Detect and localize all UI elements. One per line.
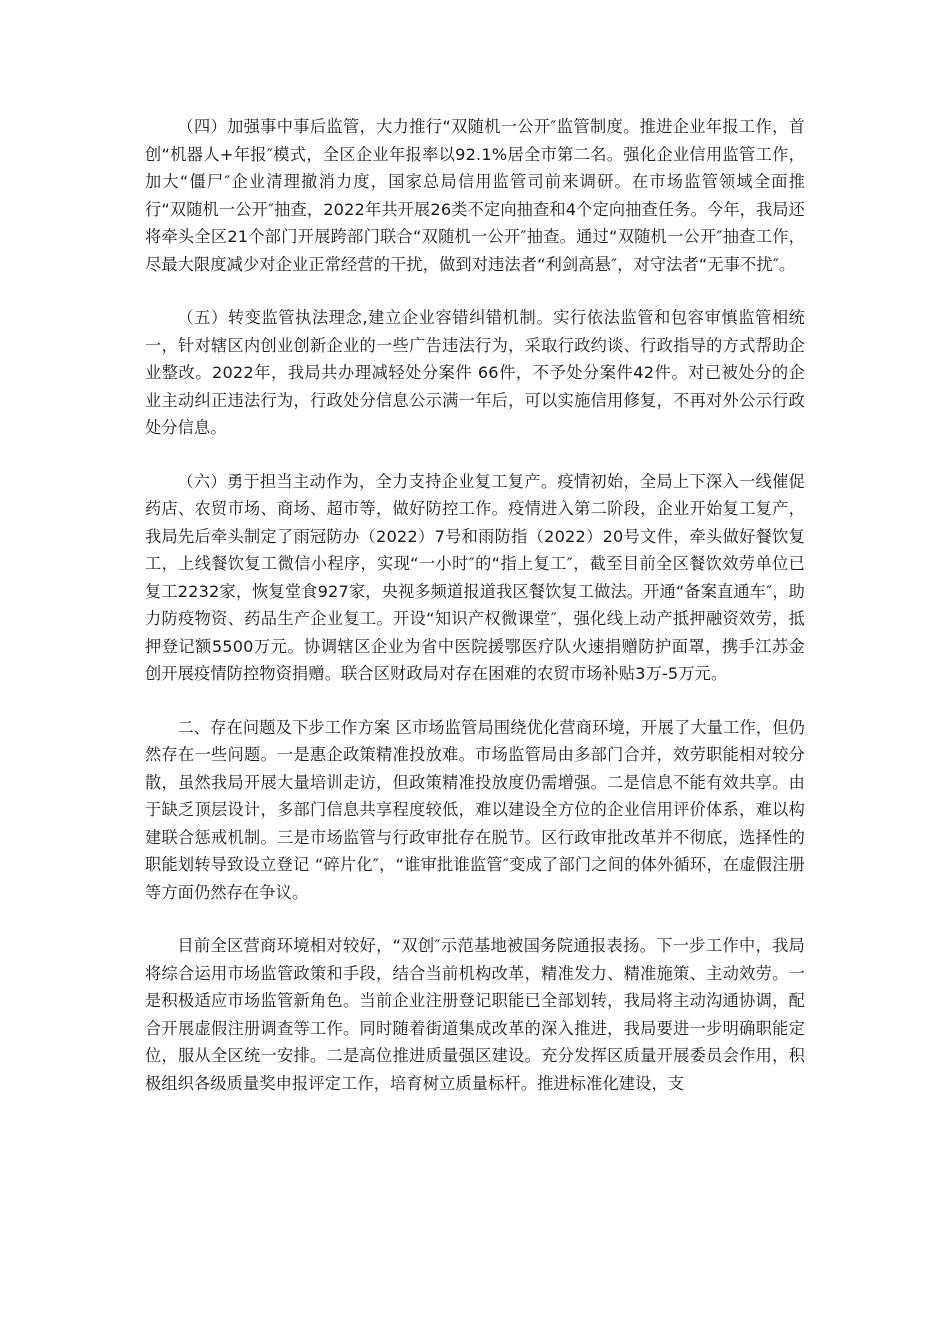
paragraph-enforcement: （五）转变监管执法理念,建立企业容错纠错机制。实行依法监管和包容审慎监管相统一，针对辖区内创业创新企业的一些广告违法行为，采取行政约谈、行政指导的方式帮助企业整改。2022年，我局共办理减轻处分案件 66件，不予处分案件42件。对已被处分的企业主动纠正违法行为，行政处分信息公示满一年后，可以实施信用修复，不再对外公示行政处分信息。	[145, 308, 805, 437]
paragraph-next-steps: 目前全区营商环境相对较好，“双创″示范基地被国务院通报表扬。下一步工作中，我局将综合运用市场监管政策和手段，结合当前机构改革，精准发力、精准施策、主动效劳。一是积极适应市场监管新角色。当前企业注册登记职能已全部划转，我局将主动沟通协调，配合开展虚假注册调查等工作。同时随着街道集成改革的深入推进，我局要进一步明确职能定位，服从全区统一安排。二是高位推进质量强区建设。充分发挥区质量开展委员会作用，积极组织各级质量奖申报评定工作，培育树立质量标杆。推进标准化建设，支	[145, 936, 805, 1093]
paragraph-supervision: （四）加强事中事后监管，大力推行“双随机一公开″监管制度。推进企业年报工作，首创“机器人+年报″模式，全区企业年报率以92.1%居全市第二名。强化企业信用监管工作，加大“僵尸″企业清理撤消力度，国家总局信用监管司前来调研。在市场监管领域全面推行“双随机一公开″抽查，2022年共开展26类不定向抽查和4个定向抽查任务。今年，我局还将牵头全区21个部门开展跨部门联合“双随机一公开″抽查。通过“双随机一公开″抽查工作，尽最大限度减少对企业正常经营的干扰，做到对违法者“利剑高悬″，对守法者“无事不扰″。	[145, 117, 805, 274]
paragraph-problems: 二、存在问题及下步工作方案 区市场监管局围绕优化营商环境，开展了大量工作，但仍然存在一些问题。一是惠企政策精准投放难。市场监管局由多部门合并，效劳职能相对较分散，虽然我局开展大量培训走访，但政策精准投放度仍需增强。二是信息不能有效共享。由于缺乏顶层设计，多部门信息共享程度较低，难以建设全方位的企业信用评价体系，难以构建联合惩戒机制。三是市场监管与行政审批存在脱节。区行政审批改革并不彻底，选择性的职能划转导致设立登记 “碎片化″，“谁审批谁监管″变成了部门之间的体外循环，在虚假注册等方面仍然存在争议。	[145, 717, 805, 902]
paragraph-resumption: （六）勇于担当主动作为，全力支持企业复工复产。疫情初始，全局上下深入一线催促药店、农贸市场、商场、超市等，做好防控工作。疫情进入第二阶段，企业开始复工复产，我局先后牵头制定了雨冠防办（2022）7号和雨防指（2022）20号文件，牵头做好餐饮复工，上线餐饮复工微信小程序，实现“一小时″的“指上复工″，截至目前全区餐饮效劳单位已复工2232家，恢复堂食927家，央视多频道报道我区餐饮复工做法。开通“备案直通车″，助力防疫物资、药品生产企业复工。开设“知识产权微课堂″，强化线上动产抵押融资效劳，抵押登记额5500万元。协调辖区企业为省中医院援鄂医疗队火速捐赠防护面罩，携手江苏金创开展疫情防控物资捐赠。联合区财政局对存在困难的农贸市场补贴3万-5万元。	[145, 471, 805, 683]
document-body	[145, 113, 805, 1097]
